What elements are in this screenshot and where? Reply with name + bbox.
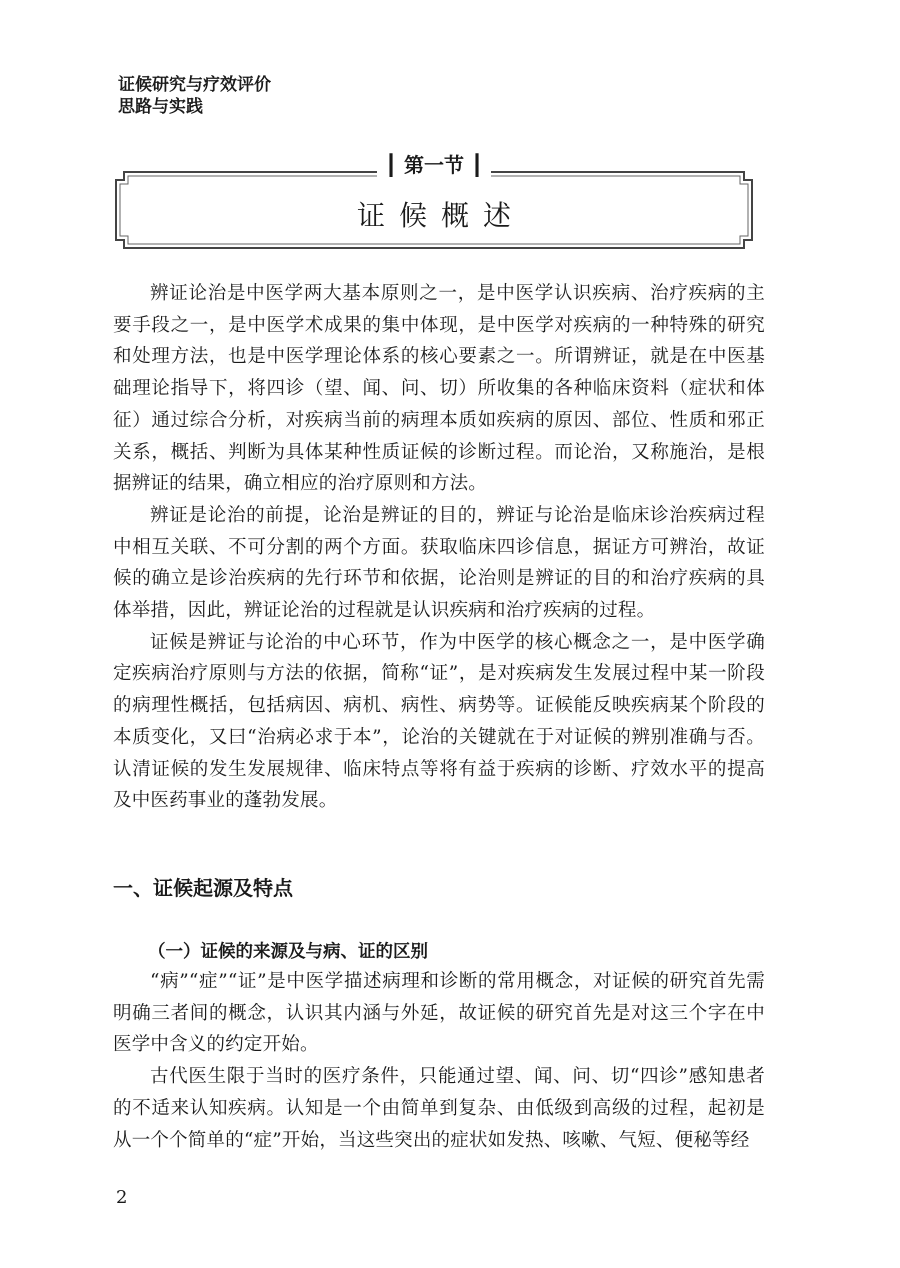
- book-title: 证候研究与疗效评价: [118, 75, 271, 95]
- book-subtitle: 思路与实践: [118, 97, 203, 117]
- paragraph: 古代医生限于当时的医疗条件，只能通过望、闻、问、切“四诊”感知患者的不适来认知疾病。认知是一个由简单到复杂、由低级到高级的过程，起初是从一个个简单的“症”开始，当这些突出的症状如发热、咳嗽、气短、便秘等经: [113, 1066, 765, 1151]
- section-tag: ┃ 第一节 ┃: [114, 150, 754, 180]
- section-title: 证候概述: [356, 199, 525, 232]
- intro-text: [113, 278, 765, 817]
- running-header: [118, 74, 271, 118]
- page-number: 2: [116, 1187, 128, 1208]
- section-heading-frame: [114, 153, 754, 250]
- section-number: 第一节: [404, 150, 464, 180]
- subsection-text: [113, 966, 765, 1156]
- paragraph: “病”“症”“证”是中医学描述病理和诊断的常用概念，对证候的研究首先需明确三者间的概念，认识其内涵与外延，故证候的研究首先是对这三个字在中医学中含义的约定开始。: [113, 971, 765, 1056]
- paragraph: 辨证是论治的前提，论治是辨证的目的，辨证与论治是临床诊治疾病过程中相互关联、不可分割的两个方面。获取临床四诊信息，据证方可辨治，故证候的确立是诊治疾病的先行环节和依据，论治则是辨证的目的和治疗疾病的具体举措，因此，辨证论治的过程就是认识疾病和治疗疾病的过程。: [113, 504, 765, 622]
- heading-level-1: 一、证候起源及特点: [113, 876, 293, 900]
- paragraph: 证候是辨证与论治的中心环节，作为中医学的核心概念之一，是中医学确定疾病治疗原则与方法的依据，简称“证”，是对疾病发生发展过程中某一阶段的病理性概括，包括病因、病机、病性、病势等。证候能反映疾病某个阶段的本质变化，又曰“治病必求于本”，论治的关键就在于对证候的辨别准确与否。认清证候的发生发展规律、临床特点等将有益于疾病的诊断、疗效水平的提高及中医药事业的蓬勃发展。: [113, 631, 765, 812]
- heading-level-2: （一）证候的来源及与病、证的区别: [148, 942, 428, 962]
- paragraph: 辨证论治是中医学两大基本原则之一，是中医学认识疾病、治疗疾病的主要手段之一，是中医学术成果的集中体现，是中医学对疾病的一种特殊的研究和处理方法，也是中医学理论体系的核心要素之一。所谓辨证，就是在中医基础理论指导下，将四诊（望、闻、问、切）所收集的各种临床资料（症状和体征）通过综合分析，对疾病当前的病理本质如疾病的原因、部位、性质和邪正关系，概括、判断为具体某种性质证候的诊断过程。而论治，又称施治，是根据辨证的结果，确立相应的治疗原则和方法。: [113, 283, 765, 495]
